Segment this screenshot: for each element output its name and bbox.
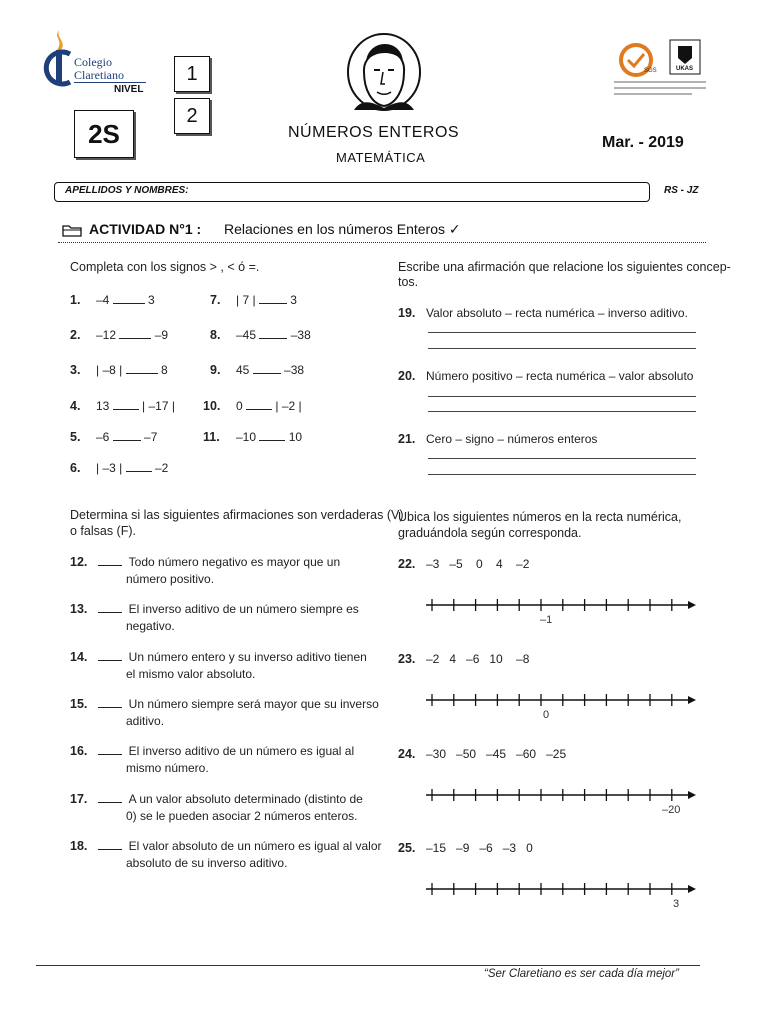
- page-title: NÚMEROS ENTEROS: [288, 124, 460, 141]
- founder-portrait-icon: [346, 32, 426, 116]
- number-line-23-ref: 0: [543, 709, 550, 721]
- folder-icon: [62, 223, 82, 237]
- item-2: 2. –12 –9: [70, 328, 169, 342]
- item-21: 21. Cero – signo – números enteros: [398, 432, 598, 446]
- item-11: 11. –10 10: [203, 430, 303, 444]
- cert-seal-icon: [612, 38, 708, 102]
- answer-blank[interactable]: [259, 294, 287, 304]
- answer-blank[interactable]: [98, 745, 122, 755]
- school-name-line1: Colegio: [74, 55, 112, 69]
- school-logo: [42, 28, 152, 88]
- footer-motto: “Ser Claretiano es ser cada día mejor”: [484, 968, 679, 980]
- section-a-instruction: Completa con los signos > , < ó =.: [70, 260, 260, 274]
- item-13: 13. El inverso aditivo de un número siempre es negativo.: [70, 602, 359, 633]
- answer-line[interactable]: [428, 396, 696, 397]
- answer-blank[interactable]: [98, 603, 122, 613]
- cert-sgs: SGS: [644, 68, 657, 74]
- answer-blank[interactable]: [98, 556, 122, 566]
- answer-line[interactable]: [428, 474, 696, 475]
- activity-title: Relaciones en los números Enteros ✓: [224, 221, 461, 237]
- section-c-instruction-1: Determina si las siguientes afirmaciones son verdaderas (V): [70, 508, 404, 522]
- number-line-25-ref: 3: [673, 898, 680, 910]
- item-3: 3. | –8 | 8: [70, 363, 168, 377]
- logo-divider: [74, 82, 146, 83]
- item-8: 8. –45 –38: [210, 328, 311, 342]
- section-d-instruction-1: Ubica los siguientes números en la recta numérica,: [398, 510, 682, 524]
- number-line-23[interactable]: [426, 693, 706, 707]
- item-25: 25. –15 –9 –6 –3 0: [398, 841, 533, 855]
- nivel-box-2[interactable]: 2: [174, 98, 210, 134]
- number-line-arrow: [688, 791, 696, 799]
- item-19: 19. Valor absoluto – recta numérica – inverso aditivo.: [398, 306, 688, 320]
- section-d-instruction-2: graduándola según corresponda.: [398, 526, 582, 540]
- cert-ukas: UKAS: [676, 66, 694, 72]
- answer-blank[interactable]: [246, 400, 272, 410]
- author-code: RS - JZ: [664, 185, 699, 196]
- nivel-box-1[interactable]: 1: [174, 56, 210, 92]
- answer-blank[interactable]: [113, 400, 139, 410]
- section-b-instruction-1: Escribe una afirmación que relacione los siguientes concep-: [398, 260, 731, 274]
- grade-box: 2S: [74, 110, 134, 158]
- number-line-arrow: [688, 601, 696, 609]
- item-4: 4. 13 | –17 |: [70, 399, 175, 413]
- answer-blank[interactable]: [98, 793, 122, 803]
- number-line-arrow: [688, 885, 696, 893]
- item-23: 23. –2 4 –6 10 –8: [398, 652, 530, 666]
- answer-blank[interactable]: [119, 329, 151, 339]
- item-15: 15. Un número siempre será mayor que su inverso aditivo.: [70, 697, 379, 728]
- answer-blank[interactable]: [259, 431, 285, 441]
- item-6: 6. | –3 | –2: [70, 461, 169, 475]
- section-c-instruction-2: o falsas (F).: [70, 524, 136, 538]
- answer-blank[interactable]: [113, 431, 141, 441]
- section-b-instruction-2: tos.: [398, 275, 419, 289]
- number-line-22-ref: –1: [540, 614, 553, 626]
- item-17: 17. A un valor absoluto determinado (distinto de 0) se le pueden asociar 2 números enteros.: [70, 792, 363, 823]
- answer-line[interactable]: [428, 348, 696, 349]
- item-1: 1. –4 3: [70, 293, 155, 307]
- nivel-label: NIVEL: [114, 84, 144, 95]
- answer-blank[interactable]: [259, 329, 287, 339]
- answer-line[interactable]: [428, 411, 696, 412]
- date: Mar. - 2019: [602, 134, 684, 151]
- answer-blank[interactable]: [98, 840, 122, 850]
- item-16: 16. El inverso aditivo de un número es igual al mismo número.: [70, 744, 355, 775]
- item-10: 10. 0 | –2 |: [203, 399, 302, 413]
- answer-blank[interactable]: [113, 294, 145, 304]
- number-line-25[interactable]: [426, 882, 706, 896]
- item-20: 20. Número positivo – recta numérica – valor absoluto: [398, 369, 694, 383]
- item-7: 7. | 7 | 3: [210, 293, 297, 307]
- item-5: 5. –6 –7: [70, 430, 158, 444]
- number-line-arrow: [688, 696, 696, 704]
- item-22: 22. –3 –5 0 4 –2: [398, 557, 530, 571]
- answer-blank[interactable]: [253, 364, 281, 374]
- answer-blank[interactable]: [98, 651, 122, 661]
- item-14: 14. Un número entero y su inverso aditivo tienen el mismo valor absoluto.: [70, 650, 367, 681]
- number-line-22[interactable]: [426, 598, 706, 612]
- activity-label: ACTIVIDAD N°1 :: [89, 221, 202, 237]
- subject: MATEMÁTICA: [336, 150, 426, 165]
- item-9: 9. 45 –38: [210, 363, 305, 377]
- answer-blank[interactable]: [126, 364, 158, 374]
- activity-divider: [58, 242, 706, 243]
- number-line-24[interactable]: [426, 788, 706, 802]
- answer-blank[interactable]: [126, 462, 152, 472]
- name-label: APELLIDOS Y NOMBRES:: [65, 185, 189, 196]
- item-18: 18. El valor absoluto de un número es igual al valor absoluto de su inverso aditivo.: [70, 839, 382, 870]
- name-field[interactable]: [54, 182, 650, 202]
- school-name-line2: Claretiano: [74, 68, 124, 82]
- item-24: 24. –30 –50 –45 –60 –25: [398, 747, 567, 761]
- answer-line[interactable]: [428, 332, 696, 333]
- answer-blank[interactable]: [98, 698, 122, 708]
- number-line-24-ref: –20: [662, 804, 681, 816]
- footer-rule: [36, 965, 700, 966]
- certification-logos: [612, 38, 708, 102]
- item-12: 12. Todo número negativo es mayor que un número positivo.: [70, 555, 341, 586]
- answer-line[interactable]: [428, 458, 696, 459]
